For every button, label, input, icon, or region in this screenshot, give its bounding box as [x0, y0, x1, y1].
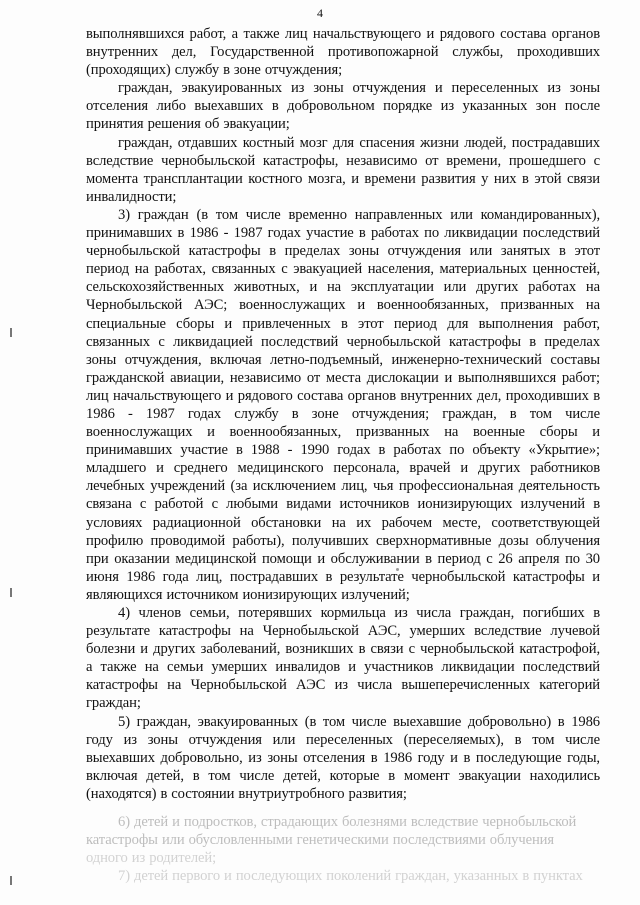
- page-number: 4: [317, 6, 323, 20]
- scan-margin-mark: [10, 328, 12, 337]
- faded-line: 6) детей и подростков, страдающих болезнями вследствие чернобыльской: [118, 814, 577, 831]
- paragraph-continuation: выполнявшихся работ, а также лиц начальствующего и рядового состава органов внутренних дел, Государственной противопожарной службы, проходивших (проходящих) службу в зоне отчуждения;: [86, 26, 600, 79]
- body-text: [86, 25, 600, 885]
- faded-line: 7) детей первого и последующих поколений граждан, указанных в пунктах: [118, 868, 583, 885]
- paragraph-item-4-family-members: 4) членов семьи, потерявших кормильца из числа граждан, погибших в результате катастрофы на Чернобыльской АЭС, умерших вследствие лучевой болезни и других заболеваний, возникших в связи с чернобыльской катастрофой, а также на семьи умерших инвалидов и участников ликвидации последствий катастрофы на Чернобыльской АЭС из числа вышеперечисленных категорий граждан;: [86, 605, 600, 712]
- faded-line: катастрофы или обусловленными генетическими последствиями облучения: [86, 832, 554, 849]
- paragraph-evacuated-citizens: граждан, эвакуированных из зоны отчуждения и переселенных из зоны отселения либо выехавших в добровольном порядке из указанных зон после принятия решения об эвакуации;: [86, 80, 600, 133]
- faded-line: одного из родителей;: [86, 850, 217, 867]
- scan-margin-mark: [10, 588, 12, 597]
- paragraph-bone-marrow-donors: граждан, отдавших костный мозг для спасения жизни людей, пострадавших вследствие чернобыльской катастрофы, независимо от времени, прошедшего с момента трансплантации костного мозга, и времени развития у них в этой связи инвалидности;: [86, 134, 600, 205]
- paragraph-item-5-evacuated-1986: 5) граждан, эвакуированных (в том числе выехавшие добровольно) в 1986 году из зоны отчуждения или переселенных (переселяемых), в том числе выехавших добровольно, из зоны отселения в 1986 году и в последующие годы, включая детей, в том числе детей, которые в момент эвакуации находились (находятся) в состоянии внутриутробного развития;: [86, 713, 600, 802]
- scan-margin-mark: [10, 876, 12, 885]
- paragraph-item-3-liquidators: 3) граждан (в том числе временно направленных или командированных), принимавших в 1986 - 1987 годах участие в работах по ликвидации последствий чернобыльской катастрофы в пределах зоны отчуждения или занятых в этот период на работах, связанных с эвакуацией населения, материальных ценностей, сельскохозяйственных животных, и на эксплуатации или других работах на Чернобыльской АЭС; военнослужащих и военнообязанных, призванных на специальные сборы и привлеченных в этот период для выполнения работ, связанных с ликвидацией последствий чернобыльской катастрофы в пределах зоны отчуждения, включая летно-подъемный, инженерно-технический составы гражданской авиации, независимо от места дислокации и выполнявшихся работ; лиц начальствующего и рядового состава органов внутренних дел, проходивших в 1986 - 1987 годах службу в зоне отчуждения; граждан, в том числе военнослужащих и военнообязанных, призванных на военные сборы и принимавших участие в 1988 - 1990 годах в работах по объекту «Укрытие»; младшего и среднего медицинского персонала, врачей и других работников лечебных учреждений (за исключением лиц, чья профессиональная деятельность связана с работой с любыми видами источников ионизирующих излучений в условиях радиационной обстановки на их рабочем месте, соответствующей профилю проводимой работы), получивших сверхнормативные дозы облучения при оказании медицинской помощи и обслуживании в период с 26 апреля по 30 июня 1986 года лиц, пострадавших в результате чернобыльской катастрофы и являющихся источником ионизирующих излучений;: [86, 206, 600, 603]
